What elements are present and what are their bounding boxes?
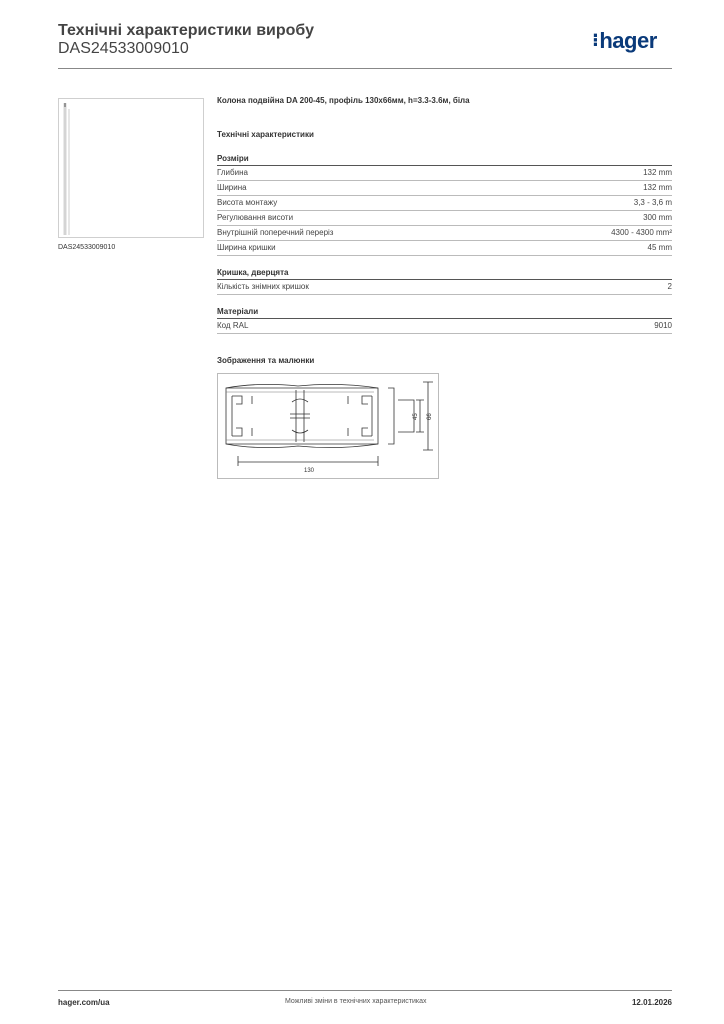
product-thumbnail[interactable] xyxy=(58,98,204,238)
footer-website-link[interactable]: hager.com/ua xyxy=(58,998,110,1007)
thumbnail-caption: DAS24533009010 xyxy=(58,244,116,251)
header-divider xyxy=(58,68,672,69)
footer-note: Можливі зміни в технічних характеристиках xyxy=(285,998,427,1005)
spec-group-dimensions xyxy=(217,154,672,256)
spec-value: 9010 xyxy=(654,321,672,330)
profile-drawing-icon xyxy=(218,374,438,478)
spec-row xyxy=(217,241,672,256)
spec-row xyxy=(217,166,672,181)
spec-row xyxy=(217,226,672,241)
spec-value: 2 xyxy=(667,282,672,291)
spec-group-title: Матеріали xyxy=(217,307,672,319)
column-image-icon xyxy=(59,99,203,237)
spec-row xyxy=(217,319,672,334)
specs-section-title: Технічні характеристики xyxy=(217,130,314,139)
spec-label: Код RAL xyxy=(217,321,249,330)
spec-row xyxy=(217,280,672,295)
spec-label: Кількість знімних кришок xyxy=(217,282,309,291)
spec-value: 132 mm xyxy=(643,183,672,192)
product-code: DAS24533009010 xyxy=(58,40,189,57)
spec-label: Глибина xyxy=(217,168,248,177)
technical-drawing[interactable] xyxy=(217,373,439,479)
spec-row xyxy=(217,196,672,211)
spec-value: 132 mm xyxy=(643,168,672,177)
dim-width-label: 130 xyxy=(304,468,315,474)
main-content xyxy=(217,96,672,479)
dim-inner-label: 45 xyxy=(413,413,419,420)
spec-row xyxy=(217,181,672,196)
page-title: Технічні характеристики виробу xyxy=(58,22,314,39)
drawings-title: Зображення та малюнки xyxy=(217,356,315,365)
footer-date: 12.01.2026 xyxy=(631,998,672,1007)
spec-label: Висота монтажу xyxy=(217,198,278,207)
spec-value: 300 mm xyxy=(643,213,672,222)
spec-value: 3,3 - 3,6 m xyxy=(633,198,672,207)
dim-height-label: 66 xyxy=(427,413,433,420)
spec-group-title: Розміри xyxy=(217,154,672,166)
spec-label: Регулювання висоти xyxy=(217,213,294,222)
logo-text: hager xyxy=(599,28,657,53)
spec-label: Ширина кришки xyxy=(217,243,276,252)
spec-value: 45 mm xyxy=(647,243,672,252)
hager-logo[interactable] xyxy=(592,28,657,54)
spec-label: Ширина xyxy=(217,183,247,192)
spec-group-title: Кришка, дверцята xyxy=(217,268,672,280)
logo-mark-icon: ⁝ xyxy=(592,30,599,50)
product-title: Колона подвійна DA 200-45, профіль 130х66мм, h=3.3-3.6м, біла xyxy=(217,96,470,105)
spec-row xyxy=(217,211,672,226)
spec-groups xyxy=(217,154,672,334)
spec-group-materials xyxy=(217,307,672,334)
spec-group-cover xyxy=(217,268,672,295)
footer-divider xyxy=(58,990,672,991)
spec-label: Внутрішній поперечний переріз xyxy=(217,228,334,237)
spec-value: 4300 - 4300 mm² xyxy=(611,228,672,237)
